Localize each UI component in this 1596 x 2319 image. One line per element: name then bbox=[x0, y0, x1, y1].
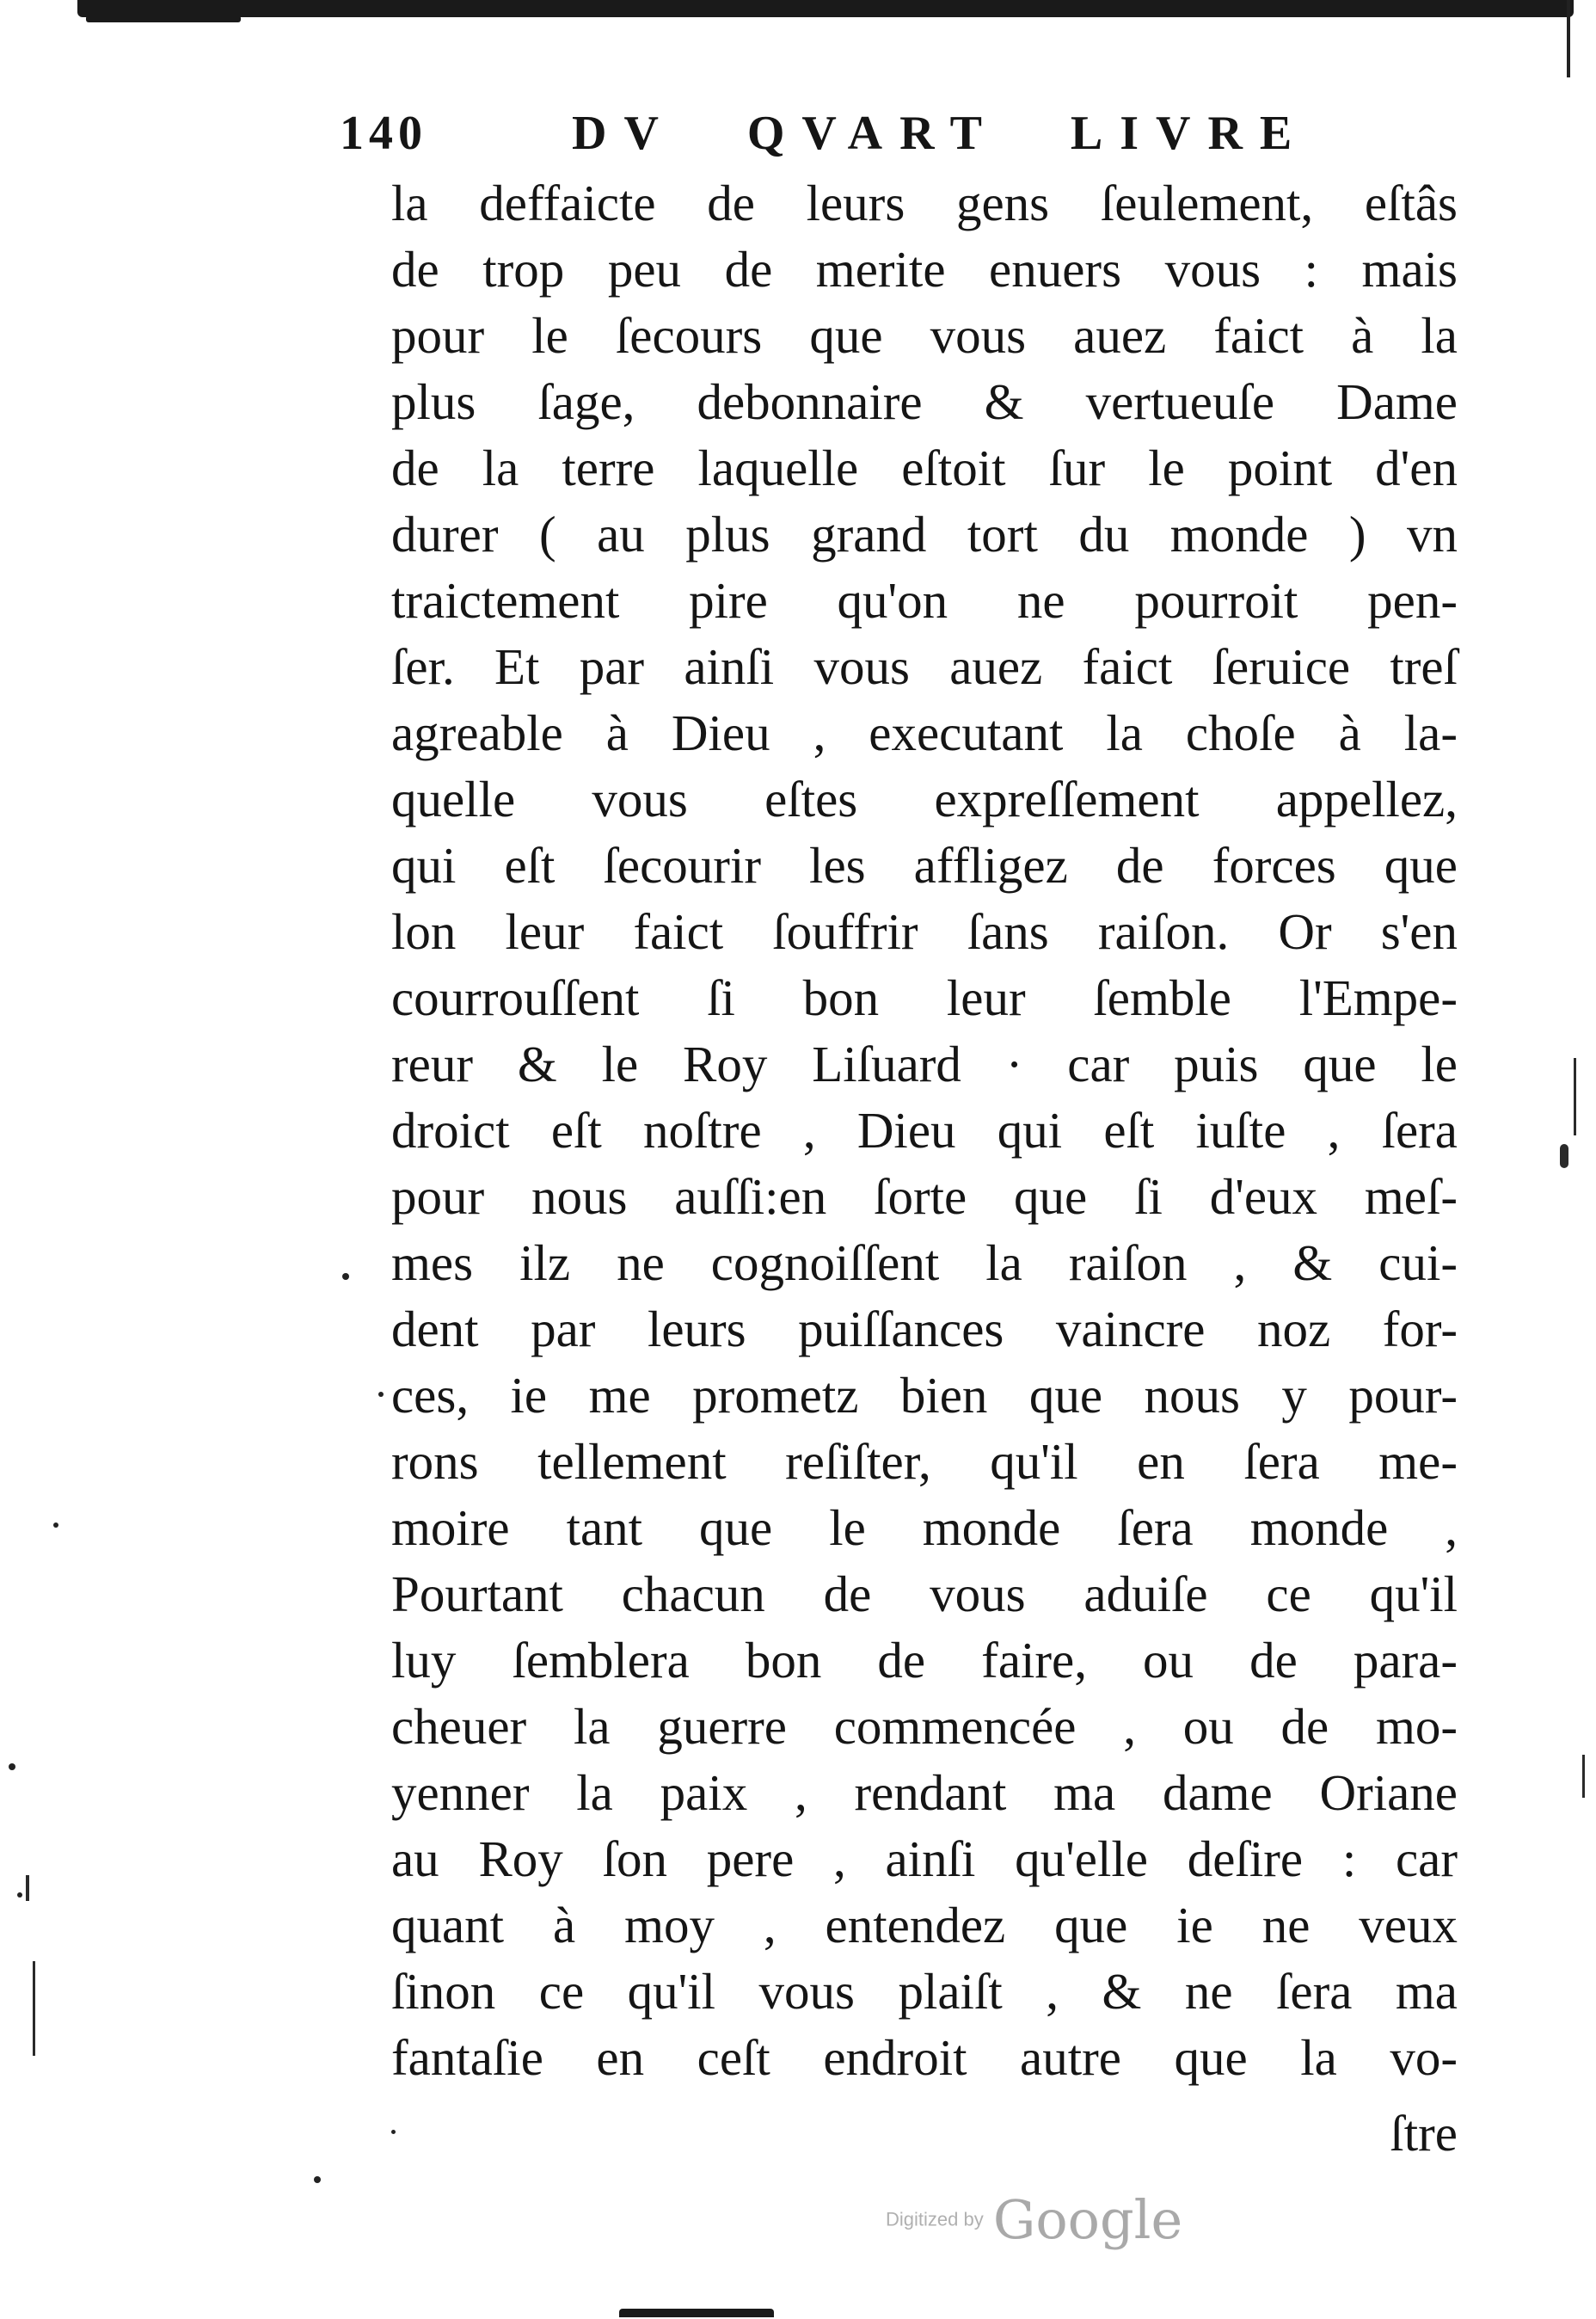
margin-mark bbox=[1574, 1058, 1576, 1135]
bottom-ink-rule bbox=[619, 2309, 774, 2317]
ink-speck bbox=[17, 1892, 22, 1898]
margin-mark bbox=[33, 1961, 35, 2056]
margin-mark bbox=[26, 1875, 29, 1901]
text-line: pour nous auſſi:en ſorte que ſi d'eux meſ- bbox=[391, 1168, 1458, 1225]
digitized-by-watermark bbox=[886, 2185, 1182, 2254]
text-line: ſer. Et par ainſi vous auez faict ſeruice treſ bbox=[391, 638, 1458, 695]
ink-speck bbox=[342, 1273, 349, 1280]
text-line: de trop peu de merite enuers vous : mais bbox=[391, 241, 1458, 298]
catchword: ſtre bbox=[1390, 2105, 1458, 2162]
text-line: agreable à Dieu , executant la choſe à la- bbox=[391, 704, 1458, 761]
text-line: quelle vous eſtes expreſſement appellez, bbox=[391, 771, 1458, 827]
text-line: traictement pire qu'on ne pourroit pen- bbox=[391, 572, 1458, 629]
text-line: droict eſt noſtre , Dieu qui eſt iuſte , ſera bbox=[391, 1102, 1458, 1159]
top-ink-rule bbox=[77, 0, 1574, 17]
text-line: durer ( au plus grand tort du monde ) vn bbox=[391, 506, 1458, 563]
text-line: courrouſſent ſi bon leur ſemble l'Empe- bbox=[391, 969, 1458, 1026]
text-line: yenner la paix , rendant ma dame Oriane bbox=[391, 1764, 1458, 1821]
text-line: de la terre laquelle eſtoit ſur le point d'en bbox=[391, 440, 1458, 496]
digitized-label: Digitized by bbox=[886, 2208, 984, 2230]
text-line: moire tant que le monde ſera monde , bbox=[391, 1499, 1458, 1556]
google-logo: Google bbox=[992, 2187, 1183, 2251]
text-line: cheuer la guerre commencée , ou de mo- bbox=[391, 1698, 1458, 1755]
top-ink-smudge bbox=[86, 15, 241, 22]
ink-speck bbox=[314, 2176, 321, 2183]
text-line: rons tellement reſiſter, qu'il en ſera me- bbox=[391, 1433, 1458, 1490]
text-line: lon leur faict ſouffrir ſans raiſon. Or s'en bbox=[391, 903, 1458, 960]
body-text bbox=[391, 170, 1458, 2091]
text-line: fantaſie en ceſt endroit autre que la vo- bbox=[391, 2029, 1458, 2086]
running-title: DV QVART LIVRE bbox=[572, 107, 1310, 160]
text-line: au Roy ſon pere , ainſi qu'elle deſire : car bbox=[391, 1830, 1458, 1887]
text-line: plus ſage, debonnaire & vertueuſe Dame bbox=[391, 373, 1458, 430]
text-line: quant à moy , entendez que ie ne veux bbox=[391, 1897, 1458, 1953]
text-line: luy ſemblera bon de faire, ou de para- bbox=[391, 1632, 1458, 1689]
text-line: dent par leurs puiſſances vaincre noz for- bbox=[391, 1301, 1458, 1357]
text-line: qui eſt ſecourir les affligez de forces que bbox=[391, 837, 1458, 894]
margin-mark bbox=[1582, 1755, 1585, 1798]
running-head bbox=[340, 99, 1310, 168]
ink-speck bbox=[378, 1392, 384, 1397]
text-line: mes ilz ne cognoiſſent la raiſon , & cui- bbox=[391, 1234, 1458, 1291]
text-line: Pourtant chacun de vous aduiſe ce qu'il bbox=[391, 1565, 1458, 1622]
ink-speck bbox=[391, 2130, 396, 2134]
text-line: ſinon ce qu'il vous plaiſt , & ne ſera ma bbox=[391, 1963, 1458, 2020]
text-line: reur & le Roy Liſuard · car puis que le bbox=[391, 1036, 1458, 1092]
page-edge-mark bbox=[1567, 0, 1570, 77]
text-line: la deffaicte de leurs gens ſeulement, eſtâs bbox=[391, 175, 1458, 231]
ink-speck bbox=[53, 1522, 58, 1528]
ink-speck bbox=[9, 1763, 15, 1770]
text-line: pour le ſecours que vous auez faict à la bbox=[391, 307, 1458, 364]
text-line: ces, ie me prometz bien que nous y pour- bbox=[391, 1367, 1458, 1424]
margin-mark bbox=[1560, 1144, 1568, 1168]
page-number: 140 bbox=[340, 107, 427, 160]
